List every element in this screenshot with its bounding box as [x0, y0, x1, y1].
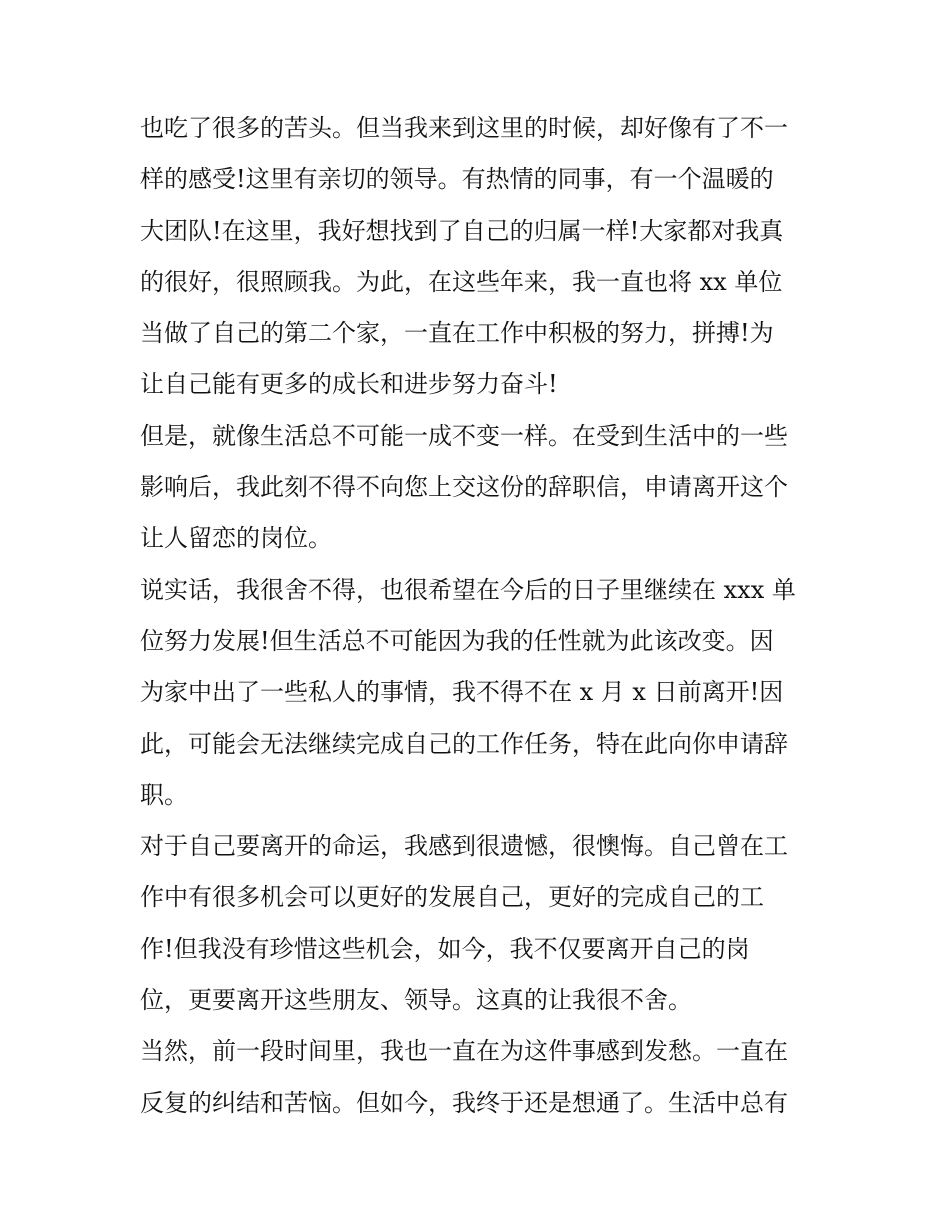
text-line: 作中有很多机会可以更好的发展自己，更好的完成自己的工: [140, 883, 764, 912]
text-line: 大团队!在这里，我好想找到了自己的归属一样!大家都对我真: [140, 216, 784, 245]
text-line: 让自己能有更多的成长和进步努力奋斗!: [140, 370, 558, 399]
text-line: 当做了自己的第二个家，一直在工作中积极的努力，拼搏!为: [140, 319, 774, 348]
text-line: 当然，前一段时间里，我也一直在为这件事感到发愁。一直在: [140, 1037, 788, 1066]
text-line: 职。: [140, 780, 188, 809]
text-line: 让人留恋的岗位。: [140, 524, 332, 553]
text-line: 位，更要离开这些朋友、领导。这真的让我很不舍。: [140, 986, 692, 1015]
text-line: 也吃了很多的苦头。但当我来到这里的时候，却好像有了不一: [140, 114, 788, 142]
text-line: 位努力发展!但生活总不可能因为我的任性就为此该改变。因: [140, 626, 774, 655]
text-line: 此，可能会无法继续完成自己的工作任务，特在此向你申请辞: [140, 729, 788, 758]
letter-body: [140, 103, 820, 1129]
text-line: 作!但我没有珍惜这些机会，如今，我不仅要离开自己的岗: [140, 934, 750, 963]
text-line: 的很好，很照顾我。为此，在这些年来，我一直也将 xx 单位: [140, 267, 783, 296]
text-line: 对于自己要离开的命运，我感到很遗憾，很懊悔。自己曾在工: [140, 832, 788, 861]
text-line: 影响后，我此刻不得不向您上交这份的辞职信，申请离开这个: [140, 473, 788, 502]
text-line: 为家中出了一些私人的事情，我不得不在 x 月 x 日前离开!因: [140, 678, 784, 707]
text-line: 但是，就像生活总不可能一成不变一样。在受到生活中的一些: [140, 421, 788, 450]
text-line: 反复的纠结和苦恼。但如今，我终于还是想通了。生活中总有: [140, 1088, 788, 1117]
text-line: 样的感受!这里有亲切的领导。有热情的同事，有一个温暖的: [140, 165, 774, 194]
text-line: 说实话，我很舍不得，也很希望在今后的日子里继续在 xxx 单: [140, 575, 796, 604]
